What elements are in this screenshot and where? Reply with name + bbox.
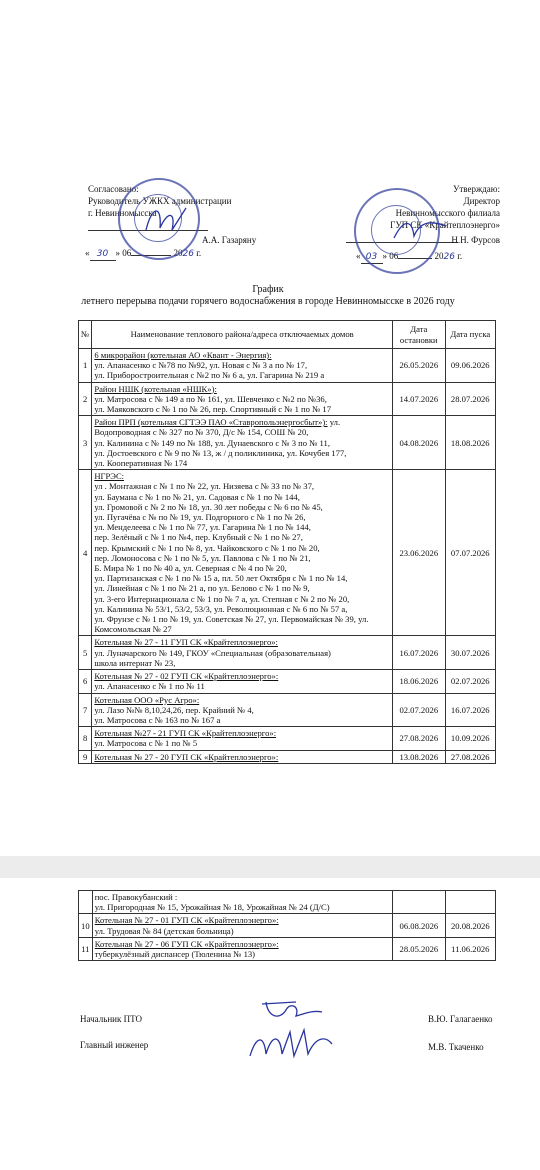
district-name: Район НШК (котельная «НШК»): xyxy=(94,383,217,394)
row-number: 11 xyxy=(79,937,93,960)
stop-date: 13.08.2026 xyxy=(393,750,445,763)
viewer-top-area xyxy=(0,0,540,160)
address-list: ул. Апанасенко с №78 по №92, ул. Новая с № 3 а по № 17, ул. Приборостроительная с №2 по № 6 а, ул. Гагарина № 219 а xyxy=(94,360,325,381)
address-list: ул. Матросова с № 1 по № 5 xyxy=(94,738,198,749)
row-number: 4 xyxy=(79,470,92,636)
address-list: пос. Правокубанский : ул. Пригородная № 15, Урожайная № 18, Урожайная № 24 (Д/С) xyxy=(92,891,392,914)
approval-left-line2: Руководитель УЖКХ администрации xyxy=(88,196,232,206)
row-number: 7 xyxy=(79,693,92,727)
approval-left-signer: А.А. Газаряну xyxy=(202,235,257,245)
row-number: 6 xyxy=(79,670,92,693)
stop-date: 27.08.2026 xyxy=(393,727,445,750)
district-name: Котельная № 27 - 11 ГУП СК «Крайтеплоэнерго»: xyxy=(94,637,278,648)
document-subtitle: летнего перерыва подачи горячего водоснабжения в городе Невинномысске в 2026 году xyxy=(81,296,455,307)
table-header-row xyxy=(79,321,496,349)
table-row xyxy=(79,382,496,416)
table-row xyxy=(79,636,496,670)
schedule-table-continued xyxy=(78,890,496,961)
signature-pto xyxy=(256,996,326,1030)
address-list: ул. Апанасенко с № 1 по № 11 xyxy=(94,681,205,692)
row-description xyxy=(92,636,393,670)
start-date: 16.07.2026 xyxy=(445,693,495,727)
header-stop-date: Дата остановки xyxy=(393,321,445,349)
approval-left-line3: г. Невинномысска xyxy=(88,208,157,218)
pto-name: В.Ю. Галагаенко xyxy=(428,1014,493,1024)
page-gap xyxy=(0,856,540,878)
district-name: Котельная № 27 - 20 ГУП СК «Крайтеплоэнерго»: xyxy=(94,751,279,762)
start-date: 30.07.2026 xyxy=(445,636,495,670)
table-row xyxy=(79,727,496,750)
row-description xyxy=(92,937,392,960)
approval-right-signer: Н.Н. Фурсов xyxy=(451,235,500,245)
stop-date: 23.06.2026 xyxy=(393,470,445,636)
row-description xyxy=(92,727,393,750)
table-row xyxy=(79,416,496,470)
row-number: 9 xyxy=(79,750,92,763)
header-number: № xyxy=(79,321,92,349)
table-row xyxy=(79,914,496,937)
table-row xyxy=(79,470,496,636)
stop-date: 04.08.2026 xyxy=(393,416,445,470)
stop-date: 18.06.2026 xyxy=(393,670,445,693)
approval-right-line2: Директор xyxy=(463,196,500,206)
start-date: 07.07.2026 xyxy=(445,470,495,636)
table-row xyxy=(79,891,496,914)
approval-left-date: « 30 » 06 2026 г. xyxy=(85,248,202,259)
engineer-name: М.В. Ткаченко xyxy=(428,1042,484,1052)
header-start-date: Дата пуска xyxy=(445,321,495,349)
start-date: 28.07.2026 xyxy=(445,382,495,416)
start-date: 09.06.2026 xyxy=(445,349,495,383)
district-name: Котельная №27 - 21 ГУП СК «Крайтеплоэнерго»: xyxy=(94,728,277,739)
address-list: ул. Луначарского № 149, ГКОУ «Специальная (образовательная) школа интернат № 23, xyxy=(94,647,331,668)
row-description xyxy=(92,670,393,693)
table-row xyxy=(79,349,496,383)
district-name: Котельная № 27 - 01 ГУП СК «Крайтеплоэнерго»: xyxy=(94,915,279,926)
table-row xyxy=(79,693,496,727)
row-number: 5 xyxy=(79,636,92,670)
district-name: Котельная № 27 - 06 ГУП СК «Крайтеплоэнерго»: xyxy=(94,938,279,949)
document-title: График xyxy=(252,284,284,295)
address-list: ул. Матросова с № 149 а по № 161, ул. Шевченко с №2 по №36, ул. Маяковского с № 1 по № 26, пер. Спортивный с № 1 по № 17 xyxy=(94,393,332,415)
approval-left-line1: Согласовано: xyxy=(88,184,139,194)
row-number: 10 xyxy=(79,914,93,937)
stop-date: 26.05.2026 xyxy=(393,349,445,383)
stop-date: 16.07.2026 xyxy=(393,636,445,670)
signature-left xyxy=(142,200,192,240)
approval-right-date: « 03 » 06 2026 г. xyxy=(356,251,463,262)
approval-right-line1: Утверждаю: xyxy=(452,184,500,194)
engineer-title: Главный инженер xyxy=(80,1040,149,1050)
table-row xyxy=(79,750,496,763)
row-description xyxy=(92,382,393,416)
approval-right-line3: Невинномысского филиала xyxy=(395,208,500,218)
start-date: 11.06.2026 xyxy=(445,937,495,960)
start-date: 27.08.2026 xyxy=(445,750,495,763)
row-description xyxy=(92,693,393,727)
signature-engineer xyxy=(246,1026,336,1062)
address-list: ул . Монтажная с № 1 по № 22, ул. Низяева с № 33 по № 37, ул. Баумана с № 1 по № 21, ул. Садовая с № 1 по № 144, ул. Громовой с № 2 по № 18, ул. 30 лет победы с № 6 по № 45, ул. Пугачёва с № по № 19, ул. Подгорного с № 1 по № 26, ул. Менделеева с № 1 по № 77, ул. Гагарина № 1 по № 144, пер. Зелёный с № 1 по №4, пер. Клубный с № 1 по № 27, пер. Крымский с № 1 по № 8, ул. Чайковского с № 1 по № 20, пер. Ломоносова с № 1 по № 5, ул. Павлова с № 1 по № 21, Б. Мира № 1 по № 40 а, ул. Северная с № 4 по № 20, ул. Партизанская с № 1 по № 15 а, пл. 50 лет Октября с № 1 по № 14, ул. Линейная с № 1 по № 21 а, по ул. Белово с № 1 по № 9, ул. 3-его Интернационала с № 1 по № 7 а, ул. Степная с № 2 по № 20, ул. Калинина № 53/1, 53/2, 53/3, ул. Революционная с № 6 по № 57 а, ул. Фрунзе с № 1 по № 19, ул. Советская № 27, ул. Первомайская № 39, ул. Комсомольская № 27 xyxy=(94,481,369,635)
stop-date: 06.08.2026 xyxy=(393,914,445,937)
stop-date: 02.07.2026 xyxy=(393,693,445,727)
row-number: 8 xyxy=(79,727,92,750)
document-page-2 xyxy=(20,878,516,1128)
row-description xyxy=(92,470,393,636)
district-name: НГРЭС: xyxy=(94,471,125,482)
table-row xyxy=(79,670,496,693)
table-row xyxy=(79,937,496,960)
document-page-1 xyxy=(20,160,516,856)
row-description xyxy=(92,750,393,763)
district-name: Котельная ООО «Рус Агро»: xyxy=(94,694,200,705)
row-number: 3 xyxy=(79,416,92,470)
row-description xyxy=(92,349,393,383)
district-name: 6 микрорайон (котельная АО «Квант - Энергия): xyxy=(94,350,272,360)
approval-right-line4: ГУП СК «Крайтеплоэнерго» xyxy=(390,220,500,230)
start-date: 10.09.2026 xyxy=(445,727,495,750)
address-list: туберкулёзный диспансер (Тюленина № 13) xyxy=(94,949,256,960)
start-date: 18.08.2026 xyxy=(445,416,495,470)
start-date: 20.08.2026 xyxy=(445,914,495,937)
start-date: 02.07.2026 xyxy=(445,670,495,693)
district-name: Котельная № 27 - 02 ГУП СК «Крайтеплоэнерго»: xyxy=(94,671,279,682)
row-description xyxy=(92,416,393,470)
row-number: 2 xyxy=(79,382,92,416)
stop-date: 28.05.2026 xyxy=(393,937,445,960)
stop-date: 14.07.2026 xyxy=(393,382,445,416)
row-number: 1 xyxy=(79,349,92,383)
district-name: Район ПРП (котельная СГТЭЭ ПАО «Ставропольэнергосбыт»): xyxy=(94,417,328,428)
header-name: Наименование теплового района/адреса отключаемых домов xyxy=(92,321,393,349)
pto-title: Начальник ПТО xyxy=(80,1014,142,1024)
address-list: ул. Трудовая № 84 (детская больница) xyxy=(94,925,234,936)
signature-right xyxy=(390,216,450,246)
row-description xyxy=(92,914,392,937)
schedule-table xyxy=(78,320,496,764)
address-list: ул. Лазо №№ 8,10,24,26, пер. Крайний № 4, ул. Матросова с № 163 по № 167 а xyxy=(94,704,254,725)
address-list: ул. Водопроводная с № 327 по № 370, Д/с № 154, СОШ № 20, ул. Калинина с № 149 по № 188, ул. Дунаевского с № 3 по № 11, ул. Достоевского с № 9 по № 13, ж / д поликлиника, ул. Кочубея 177, ул. Кооперативная № 174 xyxy=(94,417,347,469)
